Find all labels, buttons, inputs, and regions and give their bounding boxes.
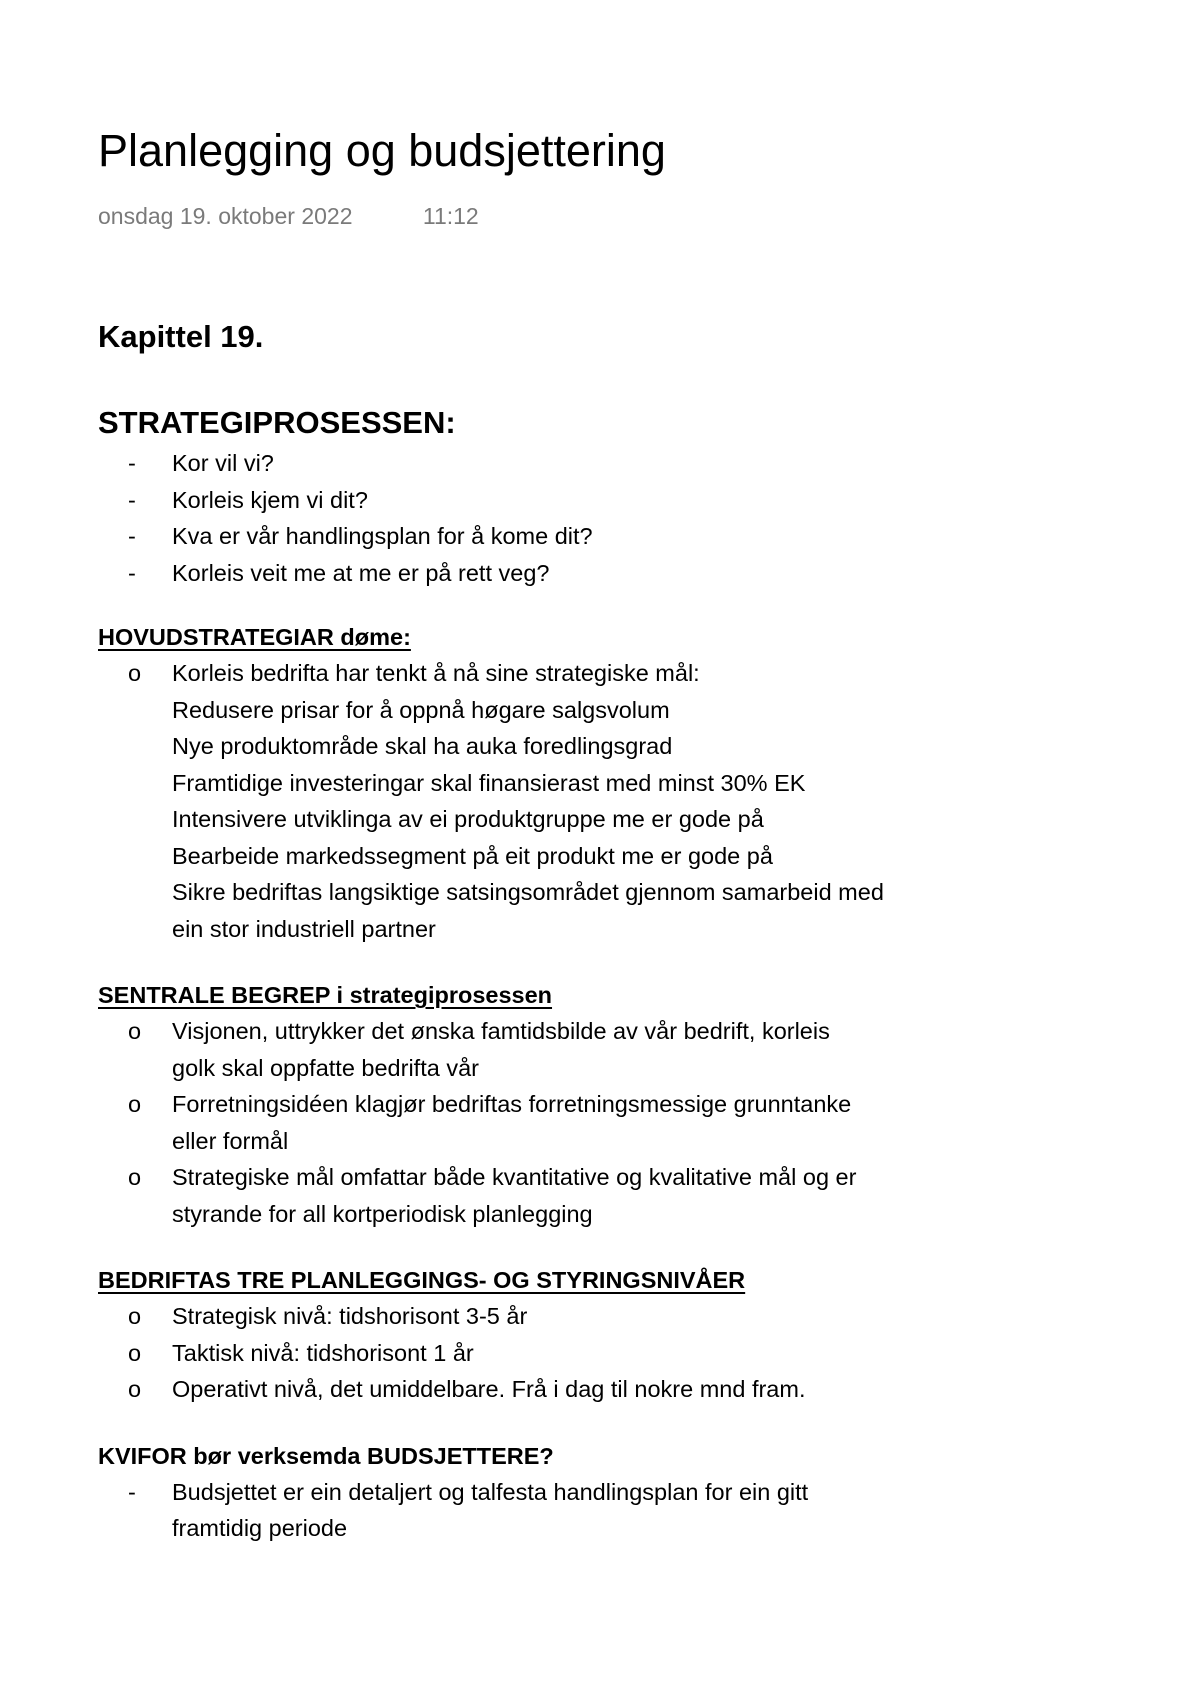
levels-list (98, 1298, 1138, 1408)
circle-bullet: o (128, 1339, 142, 1366)
strategy-list (98, 445, 1138, 591)
concepts-heading: SENTRALE BEGREP i strategiprosessen (98, 982, 553, 1008)
dash-bullet: - (128, 450, 136, 476)
why-budget-list (98, 1474, 1138, 1547)
note-time: 11:12 (422, 203, 479, 229)
list-item: o Strategisk nivå: tidshorisont 3-5 år (98, 1298, 1138, 1335)
why-budget-heading: KVIFOR bør verksemda BUDSJETTERE? (98, 1442, 554, 1469)
circle-bullet: o (128, 660, 142, 686)
circle-bullet: o (128, 1018, 142, 1044)
concepts-list (98, 1013, 1138, 1232)
circle-bullet: o (128, 1303, 142, 1329)
main-strategies-list (98, 655, 1138, 947)
circle-bullet: o (128, 1376, 142, 1402)
note-page (98, 125, 1138, 1547)
chapter-heading: Kapittel 19. (98, 319, 264, 354)
list-item: o Strategiske mål omfattar både kvantitative og kvalitative mål og er styrande for all kortperiodisk planlegging (98, 1159, 1138, 1232)
list-item: o Operativt nivå, det umiddelbare. Frå i dag til nokre mnd fram. (98, 1371, 1138, 1408)
page-title: Planlegging og budsjettering (98, 125, 666, 176)
list-item: - Kor vil vi? (98, 445, 1138, 482)
note-date: onsdag 19. oktober 2022 (98, 203, 353, 229)
list-item: o Visjonen, uttrykker det ønska famtidsbilde av vår bedrift, korleis golk skal oppfatte bedrifta vår (98, 1013, 1138, 1086)
strategy-heading: STRATEGIPROSESSEN: (98, 405, 456, 440)
dash-bullet: - (128, 523, 136, 549)
list-item: - Korleis veit me at me er på rett veg? (98, 555, 1138, 592)
list-item: o Taktisk nivå: tidshorisont 1 år (98, 1335, 1138, 1372)
dash-bullet: - (128, 1478, 136, 1505)
circle-bullet: o (128, 1164, 142, 1190)
circle-bullet: o (128, 1091, 142, 1117)
levels-heading: BEDRIFTAS TRE PLANLEGGINGS- OG STYRINGSNIVÅER (98, 1267, 746, 1293)
note-timestamp (98, 203, 1138, 233)
list-item: o Forretningsidéen klagjør bedriftas forretningsmessige grunntanke eller formål (98, 1086, 1138, 1159)
list-item: - Kva er vår handlingsplan for å kome dit? (98, 518, 1138, 555)
main-strategies-heading: HOVUDSTRATEGIAR døme: (98, 624, 411, 650)
list-item: - Budsjettet er ein detaljert og talfesta handlingsplan for ein gitt framtidig periode (98, 1474, 1138, 1547)
list-item: o Korleis bedrifta har tenkt å nå sine strategiske mål: Redusere prisar for å oppnå høgare salgsvolum Nye produktområde skal ha auka foredlingsgrad Framtidige investeringar skal finansierast med minst 30% EK Intensivere utviklinga av ei produktgruppe me er gode på Bearbeide markedssegment på eit produkt me er gode på Sikre bedriftas langsiktige satsingsområdet gjennom samarbeid med ein stor industriell partner (98, 655, 1138, 947)
dash-bullet: - (128, 559, 136, 586)
list-item: - Korleis kjem vi dit? (98, 482, 1138, 519)
dash-bullet: - (128, 486, 136, 513)
